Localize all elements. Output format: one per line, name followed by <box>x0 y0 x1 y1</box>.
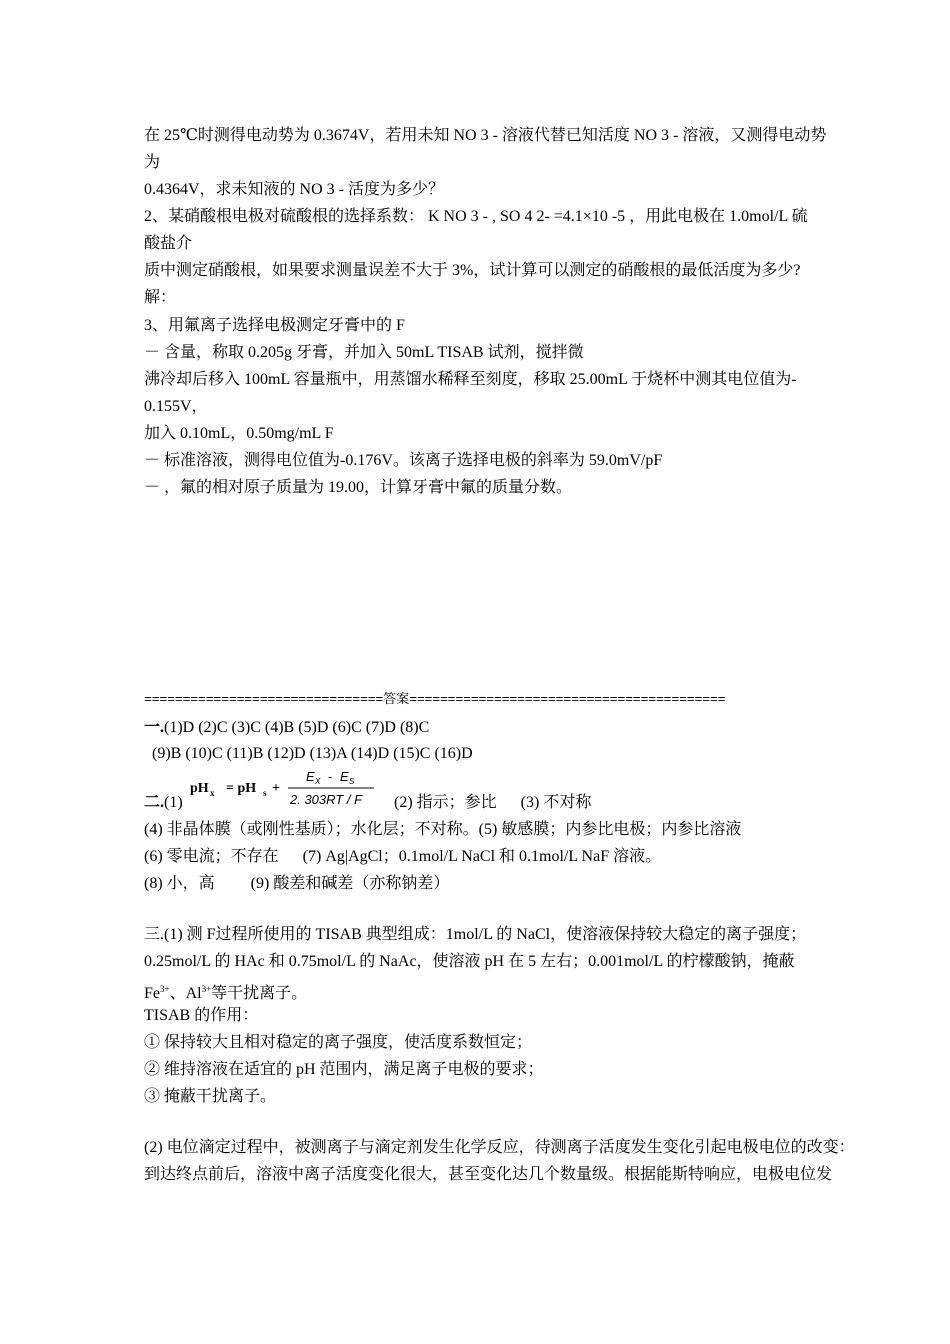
formula-minus: - <box>328 769 333 784</box>
question-line: － 标准溶液，测得电位值为-0.176V。该离子选择电极的斜率为 59.0mV/pF <box>144 452 663 469</box>
formula-numerator-sub-s: S <box>349 777 355 786</box>
formula-eq: = pH <box>226 781 257 796</box>
section2-label-text: 二. <box>144 794 165 811</box>
question-line: 0.4364V，求未知液的 NO 3 - 活度为多少？ <box>144 181 444 198</box>
section2-item1-prefix: (1) <box>164 794 183 811</box>
section3-line3-rest: 等干扰离子。 <box>211 985 308 1002</box>
formula-numerator-e1: E <box>306 769 315 784</box>
section3-line6: ② 维持溶液在适宜的 pH 范围内，满足离子电极的要求； <box>144 1061 544 1078</box>
question-line: 质中测定硝酸根，如果要求测量误差不大于 3%，试计算可以测定的硝酸根的最低活度为多少? <box>144 262 801 279</box>
question-line: 加入 0.10mL，0.50mg/mL F <box>144 425 334 442</box>
section2-line3: (6) 零电流；不存在 (7) Ag|AgCl；0.1mol/L NaCl 和 0.1mol/L NaF 溶液。 <box>144 848 662 865</box>
section3-line4: TISAB 的作用： <box>144 1007 259 1024</box>
section1-label: 一. <box>144 719 165 736</box>
question-line: 解： <box>144 289 177 306</box>
fe-symbol: Fe <box>144 985 160 1002</box>
section2-line2: (4) 非晶体膜（或刚性基质）；水化层；不对称。(5) 敏感膜；内参比电极；内参比溶液 <box>144 821 742 838</box>
answer-separator: ===============================答案========================================= <box>144 692 726 707</box>
section3-line7: ③ 掩蔽干扰离子。 <box>144 1088 277 1105</box>
al-charge: 3+ <box>201 984 212 994</box>
formula-numerator-e2: E <box>340 769 349 784</box>
section3-line1: 三.(1) 测 F过程所使用的 TISAB 典型组成：1mol/L 的 NaCl，使溶液保持较大稳定的离子强度； <box>144 926 807 943</box>
section2-item1-rest: (2) 指示；参比 (3) 不对称 <box>394 794 592 811</box>
question-line: 3、用氟离子选择电极测定牙膏中的 F <box>144 317 405 334</box>
question-line: 0.155V， <box>144 398 208 415</box>
section1-answers: (1)D (2)C (3)C (4)B (5)D (6)C (7)D (8)C <box>164 719 430 736</box>
section2-line4: (8) 小，高 (9) 酸差和碱差（亦称钠差） <box>144 875 450 892</box>
formula-left-sub: x <box>210 788 215 798</box>
question-line: － ，氟的相对原子质量为 19.00，计算牙膏中氟的质量分数。 <box>144 479 573 496</box>
question-line: － 含量，称取 0.205g 牙膏，并加入 50mL TISAB 试剂，搅拌微 <box>144 344 584 361</box>
fe-charge: 3+ <box>160 984 170 994</box>
question-line: 2、某硝酸根电极对硫酸根的选择系数： K NO 3 - , SO 4 2- =4.1×10 -5 ，用此电极在 1.0mol/L 硫 <box>144 208 808 225</box>
formula-eq-sub: s <box>263 788 267 798</box>
section3-line9: 到达终点前后，溶液中离子活度变化很大，甚至变化达几个数量级。根据能斯特响应，电极电位发 <box>144 1166 833 1183</box>
section3-line5: ① 保持较大且相对稳定的离子强度，使活度系数恒定； <box>144 1034 533 1051</box>
section3-line2: 0.25mol/L 的 HAc 和 0.75mol/L 的 NaAc，使溶液 pH 在 5 左右；0.001mol/L 的柠檬酸钠，掩蔽 <box>144 953 795 970</box>
nernst-formula <box>188 766 378 810</box>
section2-label <box>144 793 183 813</box>
formula-plus: + <box>272 781 280 796</box>
formula-numerator-sub-x: X <box>315 777 321 786</box>
section1-line2: (9)B (10)C (11)B (12)D (13)A (14)D (15)C (16)D <box>144 745 473 762</box>
question-line: 沸冷却后移入 100mL 容量瓶中，用蒸馏水稀释至刻度，移取 25.00mL 于烧杯中测其电位值为- <box>144 371 797 388</box>
question-line: 在 25℃时测得电动势为 0.3674V，若用未知 NO 3 - 溶液代替已知活度 NO 3 - 溶液，又测得电动势 <box>144 127 827 144</box>
section1-line1 <box>144 718 429 738</box>
question-line: 酸盐介 <box>144 235 193 252</box>
section3-line8: (2) 电位滴定过程中，被测离子与滴定剂发生化学反应，待测离子活度发生变化引起电极电位的改变： <box>144 1139 855 1156</box>
formula-left: pH <box>190 781 209 796</box>
section3-line3 <box>144 979 307 1004</box>
al-symbol: 、Al <box>169 985 202 1002</box>
formula-denominator: 2. 303RT / F <box>290 792 363 807</box>
question-line: 为 <box>144 154 161 171</box>
